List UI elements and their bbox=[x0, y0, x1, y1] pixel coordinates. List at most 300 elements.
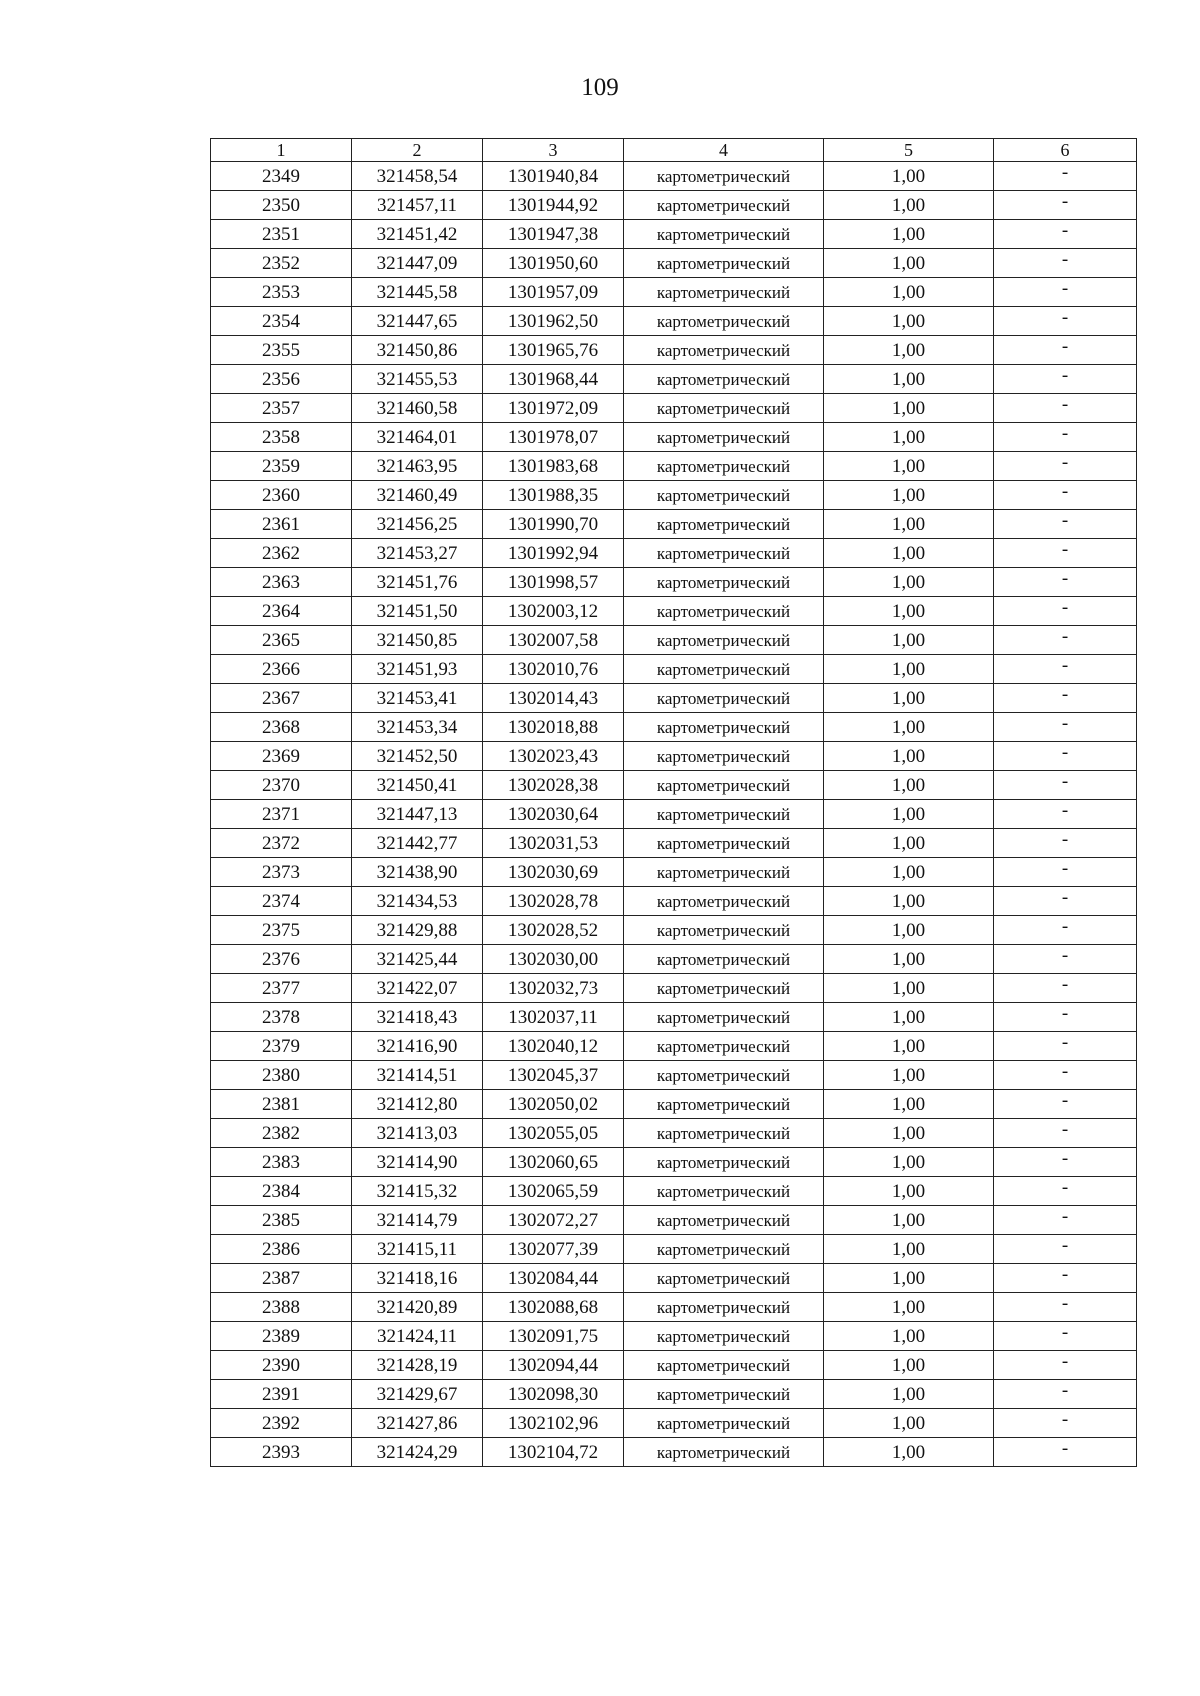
y-coordinate-cell: 1302028,38 bbox=[483, 771, 624, 800]
x-coordinate-cell: 321447,09 bbox=[352, 249, 483, 278]
point-number-cell: 2351 bbox=[211, 220, 352, 249]
table-row bbox=[211, 1032, 1137, 1061]
x-coordinate-cell: 321434,53 bbox=[352, 887, 483, 916]
x-coordinate-cell: 321425,44 bbox=[352, 945, 483, 974]
x-coordinate-cell: 321451,50 bbox=[352, 597, 483, 626]
deviation-cell: - bbox=[994, 1206, 1137, 1235]
x-coordinate-cell: 321414,90 bbox=[352, 1148, 483, 1177]
deviation-cell: - bbox=[994, 626, 1137, 655]
deviation-cell: - bbox=[994, 510, 1137, 539]
method-cell: картометрический bbox=[624, 1322, 824, 1351]
x-coordinate-cell: 321418,43 bbox=[352, 1003, 483, 1032]
deviation-cell: - bbox=[994, 1409, 1137, 1438]
accuracy-cell: 1,00 bbox=[824, 655, 994, 684]
column-header: 3 bbox=[483, 139, 624, 162]
deviation-cell: - bbox=[994, 539, 1137, 568]
method-cell: картометрический bbox=[624, 336, 824, 365]
y-coordinate-cell: 1302030,69 bbox=[483, 858, 624, 887]
deviation-cell: - bbox=[994, 829, 1137, 858]
deviation-cell: - bbox=[994, 945, 1137, 974]
method-cell: картометрический bbox=[624, 655, 824, 684]
accuracy-cell: 1,00 bbox=[824, 626, 994, 655]
method-cell: картометрический bbox=[624, 568, 824, 597]
point-number-cell: 2391 bbox=[211, 1380, 352, 1409]
y-coordinate-cell: 1302003,12 bbox=[483, 597, 624, 626]
point-number-cell: 2380 bbox=[211, 1061, 352, 1090]
x-coordinate-cell: 321415,11 bbox=[352, 1235, 483, 1264]
point-number-cell: 2370 bbox=[211, 771, 352, 800]
x-coordinate-cell: 321429,88 bbox=[352, 916, 483, 945]
point-number-cell: 2368 bbox=[211, 713, 352, 742]
table-row bbox=[211, 655, 1137, 684]
point-number-cell: 2365 bbox=[211, 626, 352, 655]
method-cell: картометрический bbox=[624, 1148, 824, 1177]
y-coordinate-cell: 1301950,60 bbox=[483, 249, 624, 278]
y-coordinate-cell: 1301992,94 bbox=[483, 539, 624, 568]
accuracy-cell: 1,00 bbox=[824, 1003, 994, 1032]
method-cell: картометрический bbox=[624, 1380, 824, 1409]
y-coordinate-cell: 1302104,72 bbox=[483, 1438, 624, 1467]
accuracy-cell: 1,00 bbox=[824, 1119, 994, 1148]
accuracy-cell: 1,00 bbox=[824, 713, 994, 742]
table-row bbox=[211, 945, 1137, 974]
deviation-cell: - bbox=[994, 307, 1137, 336]
deviation-cell: - bbox=[994, 1003, 1137, 1032]
table-row bbox=[211, 597, 1137, 626]
x-coordinate-cell: 321438,90 bbox=[352, 858, 483, 887]
accuracy-cell: 1,00 bbox=[824, 1380, 994, 1409]
table-row bbox=[211, 1003, 1137, 1032]
y-coordinate-cell: 1302094,44 bbox=[483, 1351, 624, 1380]
table-row bbox=[211, 1351, 1137, 1380]
method-cell: картометрический bbox=[624, 626, 824, 655]
accuracy-cell: 1,00 bbox=[824, 1032, 994, 1061]
x-coordinate-cell: 321457,11 bbox=[352, 191, 483, 220]
point-number-cell: 2360 bbox=[211, 481, 352, 510]
x-coordinate-cell: 321451,76 bbox=[352, 568, 483, 597]
accuracy-cell: 1,00 bbox=[824, 1264, 994, 1293]
accuracy-cell: 1,00 bbox=[824, 1177, 994, 1206]
x-coordinate-cell: 321453,34 bbox=[352, 713, 483, 742]
deviation-cell: - bbox=[994, 394, 1137, 423]
method-cell: картометрический bbox=[624, 916, 824, 945]
table-row bbox=[211, 916, 1137, 945]
point-number-cell: 2352 bbox=[211, 249, 352, 278]
deviation-cell: - bbox=[994, 1148, 1137, 1177]
deviation-cell: - bbox=[994, 916, 1137, 945]
accuracy-cell: 1,00 bbox=[824, 684, 994, 713]
y-coordinate-cell: 1301972,09 bbox=[483, 394, 624, 423]
table-row bbox=[211, 510, 1137, 539]
deviation-cell: - bbox=[994, 278, 1137, 307]
accuracy-cell: 1,00 bbox=[824, 945, 994, 974]
column-header: 4 bbox=[624, 139, 824, 162]
point-number-cell: 2386 bbox=[211, 1235, 352, 1264]
x-coordinate-cell: 321418,16 bbox=[352, 1264, 483, 1293]
column-header: 2 bbox=[352, 139, 483, 162]
method-cell: картометрический bbox=[624, 394, 824, 423]
y-coordinate-cell: 1302007,58 bbox=[483, 626, 624, 655]
accuracy-cell: 1,00 bbox=[824, 307, 994, 336]
table-row bbox=[211, 713, 1137, 742]
x-coordinate-cell: 321447,65 bbox=[352, 307, 483, 336]
deviation-cell: - bbox=[994, 684, 1137, 713]
x-coordinate-cell: 321414,79 bbox=[352, 1206, 483, 1235]
table-row bbox=[211, 568, 1137, 597]
x-coordinate-cell: 321450,41 bbox=[352, 771, 483, 800]
method-cell: картометрический bbox=[624, 684, 824, 713]
deviation-cell: - bbox=[994, 1264, 1137, 1293]
method-cell: картометрический bbox=[624, 829, 824, 858]
deviation-cell: - bbox=[994, 597, 1137, 626]
table-row bbox=[211, 452, 1137, 481]
x-coordinate-cell: 321460,58 bbox=[352, 394, 483, 423]
table-row bbox=[211, 1438, 1137, 1467]
point-number-cell: 2357 bbox=[211, 394, 352, 423]
column-header: 1 bbox=[211, 139, 352, 162]
x-coordinate-cell: 321460,49 bbox=[352, 481, 483, 510]
accuracy-cell: 1,00 bbox=[824, 742, 994, 771]
y-coordinate-cell: 1302072,27 bbox=[483, 1206, 624, 1235]
table-header-row bbox=[211, 139, 1137, 162]
y-coordinate-cell: 1302030,00 bbox=[483, 945, 624, 974]
method-cell: картометрический bbox=[624, 1206, 824, 1235]
x-coordinate-cell: 321451,42 bbox=[352, 220, 483, 249]
deviation-cell: - bbox=[994, 1438, 1137, 1467]
table-row bbox=[211, 771, 1137, 800]
accuracy-cell: 1,00 bbox=[824, 423, 994, 452]
y-coordinate-cell: 1301968,44 bbox=[483, 365, 624, 394]
deviation-cell: - bbox=[994, 481, 1137, 510]
y-coordinate-cell: 1302088,68 bbox=[483, 1293, 624, 1322]
method-cell: картометрический bbox=[624, 1235, 824, 1264]
table-row bbox=[211, 1235, 1137, 1264]
deviation-cell: - bbox=[994, 162, 1137, 191]
table-body bbox=[211, 162, 1137, 1467]
x-coordinate-cell: 321445,58 bbox=[352, 278, 483, 307]
y-coordinate-cell: 1302098,30 bbox=[483, 1380, 624, 1409]
point-number-cell: 2361 bbox=[211, 510, 352, 539]
method-cell: картометрический bbox=[624, 974, 824, 1003]
accuracy-cell: 1,00 bbox=[824, 220, 994, 249]
deviation-cell: - bbox=[994, 191, 1137, 220]
method-cell: картометрический bbox=[624, 365, 824, 394]
y-coordinate-cell: 1302037,11 bbox=[483, 1003, 624, 1032]
accuracy-cell: 1,00 bbox=[824, 597, 994, 626]
method-cell: картометрический bbox=[624, 249, 824, 278]
page-number: 109 bbox=[581, 74, 619, 101]
deviation-cell: - bbox=[994, 1032, 1137, 1061]
coordinates-table bbox=[210, 138, 1137, 1467]
method-cell: картометрический bbox=[624, 1061, 824, 1090]
method-cell: картометрический bbox=[624, 1090, 824, 1119]
x-coordinate-cell: 321447,13 bbox=[352, 800, 483, 829]
table-row bbox=[211, 423, 1137, 452]
accuracy-cell: 1,00 bbox=[824, 452, 994, 481]
point-number-cell: 2362 bbox=[211, 539, 352, 568]
deviation-cell: - bbox=[994, 1119, 1137, 1148]
point-number-cell: 2355 bbox=[211, 336, 352, 365]
x-coordinate-cell: 321414,51 bbox=[352, 1061, 483, 1090]
y-coordinate-cell: 1302065,59 bbox=[483, 1177, 624, 1206]
point-number-cell: 2388 bbox=[211, 1293, 352, 1322]
y-coordinate-cell: 1302032,73 bbox=[483, 974, 624, 1003]
y-coordinate-cell: 1302010,76 bbox=[483, 655, 624, 684]
accuracy-cell: 1,00 bbox=[824, 1148, 994, 1177]
deviation-cell: - bbox=[994, 1380, 1137, 1409]
accuracy-cell: 1,00 bbox=[824, 858, 994, 887]
method-cell: картометрический bbox=[624, 220, 824, 249]
point-number-cell: 2376 bbox=[211, 945, 352, 974]
table-row bbox=[211, 1177, 1137, 1206]
accuracy-cell: 1,00 bbox=[824, 365, 994, 394]
deviation-cell: - bbox=[994, 713, 1137, 742]
table-row bbox=[211, 1409, 1137, 1438]
method-cell: картометрический bbox=[624, 191, 824, 220]
x-coordinate-cell: 321424,29 bbox=[352, 1438, 483, 1467]
point-number-cell: 2354 bbox=[211, 307, 352, 336]
accuracy-cell: 1,00 bbox=[824, 887, 994, 916]
x-coordinate-cell: 321456,25 bbox=[352, 510, 483, 539]
method-cell: картометрический bbox=[624, 1351, 824, 1380]
y-coordinate-cell: 1301965,76 bbox=[483, 336, 624, 365]
deviation-cell: - bbox=[994, 655, 1137, 684]
table-row bbox=[211, 1119, 1137, 1148]
y-coordinate-cell: 1301988,35 bbox=[483, 481, 624, 510]
deviation-cell: - bbox=[994, 1235, 1137, 1264]
y-coordinate-cell: 1301940,84 bbox=[483, 162, 624, 191]
y-coordinate-cell: 1302023,43 bbox=[483, 742, 624, 771]
table-row bbox=[211, 1206, 1137, 1235]
table-row bbox=[211, 539, 1137, 568]
table-row bbox=[211, 684, 1137, 713]
point-number-cell: 2383 bbox=[211, 1148, 352, 1177]
point-number-cell: 2389 bbox=[211, 1322, 352, 1351]
column-header: 6 bbox=[994, 139, 1137, 162]
method-cell: картометрический bbox=[624, 452, 824, 481]
y-coordinate-cell: 1302084,44 bbox=[483, 1264, 624, 1293]
y-coordinate-cell: 1301990,70 bbox=[483, 510, 624, 539]
point-number-cell: 2384 bbox=[211, 1177, 352, 1206]
accuracy-cell: 1,00 bbox=[824, 162, 994, 191]
point-number-cell: 2385 bbox=[211, 1206, 352, 1235]
deviation-cell: - bbox=[994, 220, 1137, 249]
point-number-cell: 2387 bbox=[211, 1264, 352, 1293]
table-row bbox=[211, 220, 1137, 249]
deviation-cell: - bbox=[994, 1293, 1137, 1322]
table-row bbox=[211, 1061, 1137, 1090]
accuracy-cell: 1,00 bbox=[824, 191, 994, 220]
point-number-cell: 2364 bbox=[211, 597, 352, 626]
point-number-cell: 2353 bbox=[211, 278, 352, 307]
x-coordinate-cell: 321453,27 bbox=[352, 539, 483, 568]
y-coordinate-cell: 1302031,53 bbox=[483, 829, 624, 858]
accuracy-cell: 1,00 bbox=[824, 481, 994, 510]
table-row bbox=[211, 1264, 1137, 1293]
method-cell: картометрический bbox=[624, 1003, 824, 1032]
point-number-cell: 2392 bbox=[211, 1409, 352, 1438]
accuracy-cell: 1,00 bbox=[824, 974, 994, 1003]
point-number-cell: 2390 bbox=[211, 1351, 352, 1380]
method-cell: картометрический bbox=[624, 1264, 824, 1293]
x-coordinate-cell: 321452,50 bbox=[352, 742, 483, 771]
deviation-cell: - bbox=[994, 249, 1137, 278]
x-coordinate-cell: 321428,19 bbox=[352, 1351, 483, 1380]
accuracy-cell: 1,00 bbox=[824, 829, 994, 858]
x-coordinate-cell: 321422,07 bbox=[352, 974, 483, 1003]
point-number-cell: 2363 bbox=[211, 568, 352, 597]
y-coordinate-cell: 1302030,64 bbox=[483, 800, 624, 829]
accuracy-cell: 1,00 bbox=[824, 800, 994, 829]
method-cell: картометрический bbox=[624, 887, 824, 916]
method-cell: картометрический bbox=[624, 800, 824, 829]
accuracy-cell: 1,00 bbox=[824, 568, 994, 597]
table-row bbox=[211, 191, 1137, 220]
x-coordinate-cell: 321455,53 bbox=[352, 365, 483, 394]
point-number-cell: 2381 bbox=[211, 1090, 352, 1119]
accuracy-cell: 1,00 bbox=[824, 249, 994, 278]
x-coordinate-cell: 321412,80 bbox=[352, 1090, 483, 1119]
method-cell: картометрический bbox=[624, 771, 824, 800]
table-row bbox=[211, 1090, 1137, 1119]
y-coordinate-cell: 1301978,07 bbox=[483, 423, 624, 452]
deviation-cell: - bbox=[994, 1351, 1137, 1380]
point-number-cell: 2367 bbox=[211, 684, 352, 713]
accuracy-cell: 1,00 bbox=[824, 336, 994, 365]
x-coordinate-cell: 321463,95 bbox=[352, 452, 483, 481]
y-coordinate-cell: 1302028,52 bbox=[483, 916, 624, 945]
y-coordinate-cell: 1301957,09 bbox=[483, 278, 624, 307]
table-row bbox=[211, 394, 1137, 423]
x-coordinate-cell: 321464,01 bbox=[352, 423, 483, 452]
deviation-cell: - bbox=[994, 1061, 1137, 1090]
method-cell: картометрический bbox=[624, 423, 824, 452]
y-coordinate-cell: 1302040,12 bbox=[483, 1032, 624, 1061]
table-row bbox=[211, 481, 1137, 510]
deviation-cell: - bbox=[994, 771, 1137, 800]
y-coordinate-cell: 1301998,57 bbox=[483, 568, 624, 597]
table-row bbox=[211, 1380, 1137, 1409]
accuracy-cell: 1,00 bbox=[824, 1090, 994, 1119]
method-cell: картометрический bbox=[624, 539, 824, 568]
point-number-cell: 2372 bbox=[211, 829, 352, 858]
table-row bbox=[211, 829, 1137, 858]
x-coordinate-cell: 321458,54 bbox=[352, 162, 483, 191]
y-coordinate-cell: 1302045,37 bbox=[483, 1061, 624, 1090]
deviation-cell: - bbox=[994, 800, 1137, 829]
point-number-cell: 2379 bbox=[211, 1032, 352, 1061]
point-number-cell: 2378 bbox=[211, 1003, 352, 1032]
table-row bbox=[211, 1148, 1137, 1177]
y-coordinate-cell: 1301983,68 bbox=[483, 452, 624, 481]
y-coordinate-cell: 1302055,05 bbox=[483, 1119, 624, 1148]
method-cell: картометрический bbox=[624, 307, 824, 336]
deviation-cell: - bbox=[994, 742, 1137, 771]
point-number-cell: 2393 bbox=[211, 1438, 352, 1467]
method-cell: картометрический bbox=[624, 510, 824, 539]
accuracy-cell: 1,00 bbox=[824, 539, 994, 568]
accuracy-cell: 1,00 bbox=[824, 1293, 994, 1322]
method-cell: картометрический bbox=[624, 1293, 824, 1322]
table-row bbox=[211, 742, 1137, 771]
accuracy-cell: 1,00 bbox=[824, 1409, 994, 1438]
table-row bbox=[211, 858, 1137, 887]
y-coordinate-cell: 1302091,75 bbox=[483, 1322, 624, 1351]
point-number-cell: 2375 bbox=[211, 916, 352, 945]
y-coordinate-cell: 1301944,92 bbox=[483, 191, 624, 220]
y-coordinate-cell: 1302014,43 bbox=[483, 684, 624, 713]
method-cell: картометрический bbox=[624, 945, 824, 974]
table-row bbox=[211, 1322, 1137, 1351]
point-number-cell: 2382 bbox=[211, 1119, 352, 1148]
table-row bbox=[211, 974, 1137, 1003]
y-coordinate-cell: 1302077,39 bbox=[483, 1235, 624, 1264]
x-coordinate-cell: 321453,41 bbox=[352, 684, 483, 713]
y-coordinate-cell: 1301962,50 bbox=[483, 307, 624, 336]
y-coordinate-cell: 1302018,88 bbox=[483, 713, 624, 742]
accuracy-cell: 1,00 bbox=[824, 1206, 994, 1235]
point-number-cell: 2350 bbox=[211, 191, 352, 220]
accuracy-cell: 1,00 bbox=[824, 1322, 994, 1351]
point-number-cell: 2356 bbox=[211, 365, 352, 394]
x-coordinate-cell: 321413,03 bbox=[352, 1119, 483, 1148]
point-number-cell: 2371 bbox=[211, 800, 352, 829]
deviation-cell: - bbox=[994, 336, 1137, 365]
x-coordinate-cell: 321420,89 bbox=[352, 1293, 483, 1322]
table-row bbox=[211, 162, 1137, 191]
x-coordinate-cell: 321450,86 bbox=[352, 336, 483, 365]
point-number-cell: 2373 bbox=[211, 858, 352, 887]
x-coordinate-cell: 321427,86 bbox=[352, 1409, 483, 1438]
table-row bbox=[211, 336, 1137, 365]
x-coordinate-cell: 321429,67 bbox=[352, 1380, 483, 1409]
x-coordinate-cell: 321416,90 bbox=[352, 1032, 483, 1061]
deviation-cell: - bbox=[994, 423, 1137, 452]
table-row bbox=[211, 278, 1137, 307]
table-row bbox=[211, 365, 1137, 394]
y-coordinate-cell: 1302060,65 bbox=[483, 1148, 624, 1177]
x-coordinate-cell: 321451,93 bbox=[352, 655, 483, 684]
point-number-cell: 2349 bbox=[211, 162, 352, 191]
method-cell: картометрический bbox=[624, 597, 824, 626]
table-row bbox=[211, 626, 1137, 655]
point-number-cell: 2377 bbox=[211, 974, 352, 1003]
x-coordinate-cell: 321442,77 bbox=[352, 829, 483, 858]
deviation-cell: - bbox=[994, 1177, 1137, 1206]
table-row bbox=[211, 249, 1137, 278]
accuracy-cell: 1,00 bbox=[824, 1438, 994, 1467]
table-row bbox=[211, 800, 1137, 829]
accuracy-cell: 1,00 bbox=[824, 1061, 994, 1090]
method-cell: картометрический bbox=[624, 1177, 824, 1206]
method-cell: картометрический bbox=[624, 1438, 824, 1467]
table-row bbox=[211, 307, 1137, 336]
method-cell: картометрический bbox=[624, 481, 824, 510]
method-cell: картометрический bbox=[624, 278, 824, 307]
x-coordinate-cell: 321424,11 bbox=[352, 1322, 483, 1351]
accuracy-cell: 1,00 bbox=[824, 510, 994, 539]
method-cell: картометрический bbox=[624, 1409, 824, 1438]
method-cell: картометрический bbox=[624, 1032, 824, 1061]
deviation-cell: - bbox=[994, 568, 1137, 597]
point-number-cell: 2369 bbox=[211, 742, 352, 771]
accuracy-cell: 1,00 bbox=[824, 278, 994, 307]
y-coordinate-cell: 1301947,38 bbox=[483, 220, 624, 249]
x-coordinate-cell: 321450,85 bbox=[352, 626, 483, 655]
deviation-cell: - bbox=[994, 1322, 1137, 1351]
point-number-cell: 2358 bbox=[211, 423, 352, 452]
deviation-cell: - bbox=[994, 974, 1137, 1003]
